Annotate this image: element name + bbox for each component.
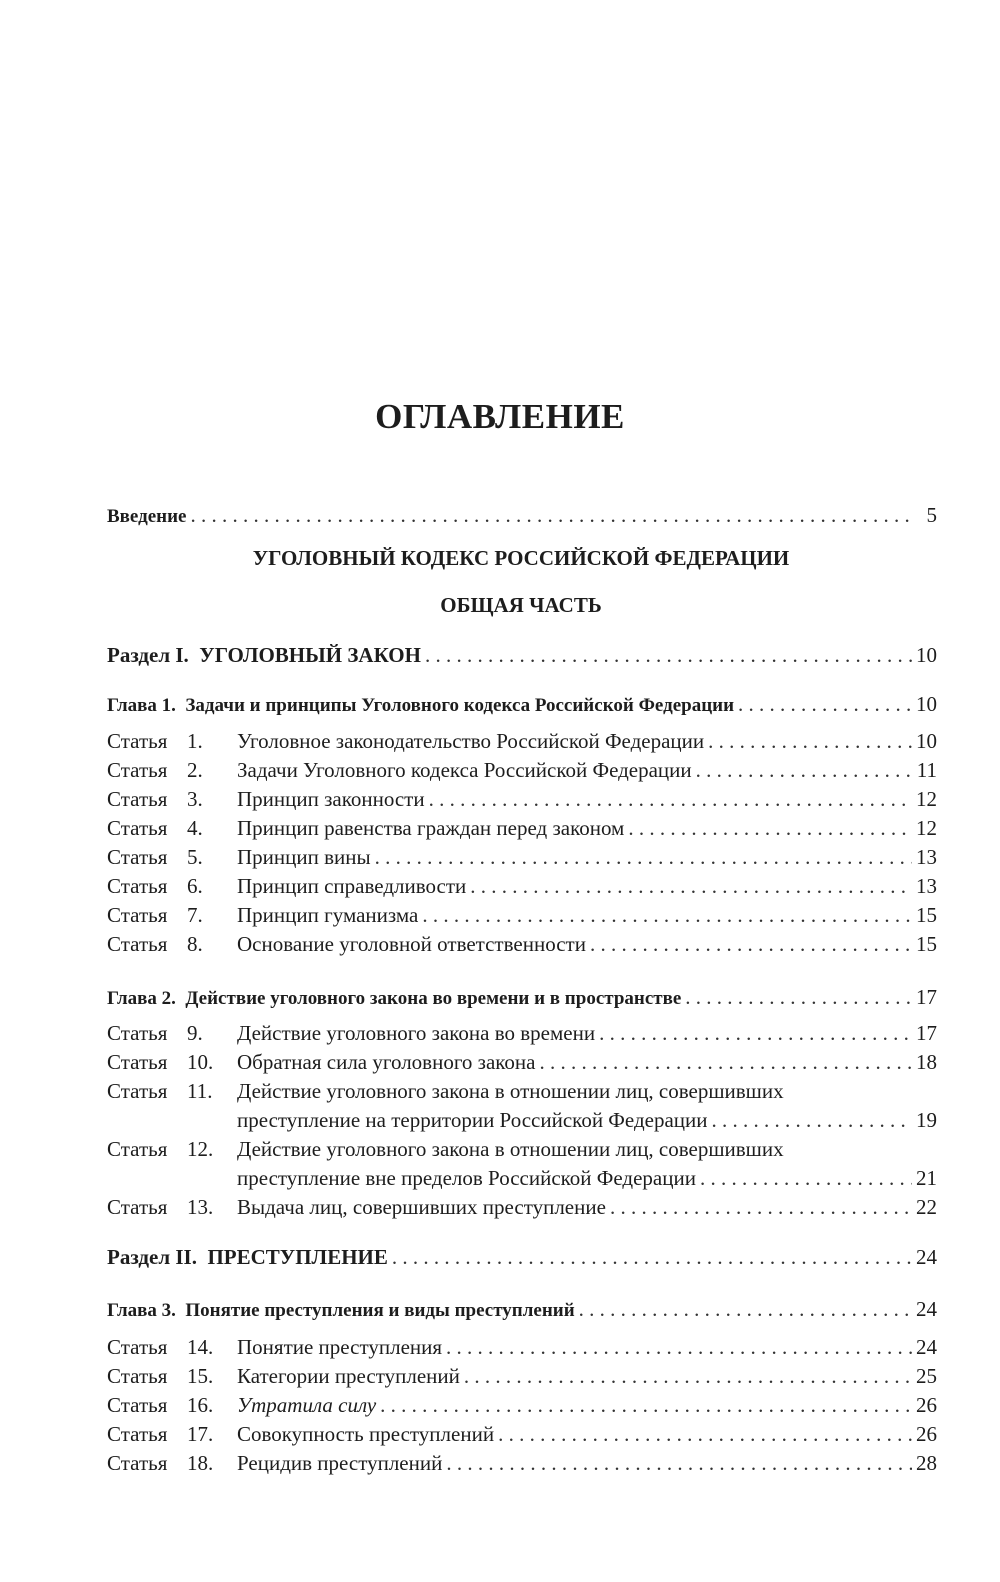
leader-dots xyxy=(446,1333,912,1362)
article-number: 13. xyxy=(187,1195,214,1219)
leader-dots xyxy=(599,1019,912,1048)
article-title: Принцип гуманизма xyxy=(237,903,419,927)
toc-page-number: 18 xyxy=(916,1050,937,1074)
article-word: Статья xyxy=(107,1364,168,1388)
article-number: 3. xyxy=(187,787,203,811)
toc-article-5[interactable] xyxy=(107,843,937,872)
toc-article-14[interactable] xyxy=(107,1333,937,1362)
article-number: 18. xyxy=(187,1451,214,1475)
toc-page-number: 24 xyxy=(916,1335,937,1359)
leader-dots xyxy=(429,785,912,814)
article-number: 17. xyxy=(187,1422,214,1446)
leader-dots xyxy=(708,727,912,756)
toc-page-number: 10 xyxy=(916,643,937,667)
articles-chapter-3 xyxy=(107,1333,937,1478)
leader-dots xyxy=(539,1048,912,1077)
toc-page-number: 5 xyxy=(926,503,937,527)
article-word: Статья xyxy=(107,1451,168,1475)
toc-article-8[interactable] xyxy=(107,930,937,959)
toc-page-number: 11 xyxy=(916,758,937,782)
toc-article-6[interactable] xyxy=(107,872,937,901)
article-word: Статья xyxy=(107,932,168,956)
toc-article-7[interactable] xyxy=(107,901,937,930)
toc-article-15[interactable] xyxy=(107,1362,937,1391)
article-word: Статья xyxy=(107,1079,168,1103)
code-title: УГОЛОВНЫЙ КОДЕКС РОССИЙСКОЙ ФЕДЕРАЦИИ xyxy=(252,546,790,570)
part-title: ОБЩАЯ ЧАСТЬ xyxy=(440,593,602,617)
toc-page-number: 22 xyxy=(916,1195,937,1219)
article-number: 14. xyxy=(187,1335,214,1359)
article-title: Действие уголовного закона во времени xyxy=(237,1021,596,1045)
article-title: Понятие преступления xyxy=(237,1335,443,1359)
article-title: Принцип вины xyxy=(237,845,371,869)
article-number: 2. xyxy=(187,758,203,782)
leader-dots xyxy=(422,901,912,930)
article-number: 9. xyxy=(187,1021,203,1045)
leader-dots xyxy=(738,690,912,719)
article-word: Статья xyxy=(107,787,168,811)
toc-article-9[interactable] xyxy=(107,1019,937,1048)
toc-page-number: 10 xyxy=(916,692,937,716)
toc-label: Глава 3. Понятие преступления и виды преступлений xyxy=(107,1300,575,1321)
toc-page-number: 24 xyxy=(916,1245,937,1269)
article-number: 8. xyxy=(187,932,203,956)
articles-chapter-1 xyxy=(107,727,937,959)
article-number: 16. xyxy=(187,1393,214,1417)
toc-page-number: 12 xyxy=(916,787,937,811)
toc-page-number: 13 xyxy=(916,845,937,869)
toc-article-3[interactable] xyxy=(107,785,937,814)
leader-dots xyxy=(375,843,912,872)
article-word: Статья xyxy=(107,874,168,898)
leader-dots xyxy=(464,1362,912,1391)
toc-page-number: 15 xyxy=(916,903,937,927)
article-word: Статья xyxy=(107,1050,168,1074)
toc-label: Раздел I. УГОЛОВНЫЙ ЗАКОН xyxy=(107,643,421,667)
toc-article-11-continued[interactable] xyxy=(107,1106,937,1135)
leader-dots xyxy=(590,930,912,959)
leader-dots xyxy=(191,501,914,530)
article-title: Рецидив преступлений xyxy=(237,1451,443,1475)
toc-article-2[interactable] xyxy=(107,756,937,785)
toc-article-16[interactable] xyxy=(107,1391,937,1420)
toc-article-13[interactable] xyxy=(107,1193,937,1222)
article-word: Статья xyxy=(107,758,168,782)
article-title: Категории преступлений xyxy=(237,1364,460,1388)
article-title-continued: преступление вне пределов Российской Федерации xyxy=(237,1166,696,1190)
article-number: 12. xyxy=(187,1137,214,1161)
toc-article-18[interactable] xyxy=(107,1449,937,1478)
toc-entry-section-1[interactable] xyxy=(107,641,937,670)
article-title: Действие уголовного закона в отношении лиц, совершивших xyxy=(237,1079,784,1103)
article-number: 6. xyxy=(187,874,203,898)
toc-page-number: 26 xyxy=(916,1393,937,1417)
article-word: Статья xyxy=(107,816,168,840)
article-title: Принцип законности xyxy=(237,787,425,811)
leader-dots xyxy=(392,1243,912,1272)
leader-dots xyxy=(380,1391,912,1420)
toc-page-number: 13 xyxy=(916,874,937,898)
leader-dots xyxy=(685,983,912,1012)
toc-article-1[interactable] xyxy=(107,727,937,756)
article-number: 11. xyxy=(187,1079,213,1103)
article-title: Уголовное законодательство Российской Федерации xyxy=(237,729,705,753)
article-title: Действие уголовного закона в отношении лиц, совершивших xyxy=(237,1137,784,1161)
toc-page-number: 10 xyxy=(916,729,937,753)
toc-entry-chapter-1[interactable] xyxy=(107,690,937,720)
toc-article-4[interactable] xyxy=(107,814,937,843)
leader-dots xyxy=(446,1449,912,1478)
toc-page-number: 24 xyxy=(916,1297,937,1321)
toc-entry-section-2[interactable] xyxy=(107,1243,937,1272)
article-title: Принцип равенства граждан перед законом xyxy=(237,816,625,840)
toc-page-number: 17 xyxy=(916,985,937,1009)
article-title: Принцип справедливости xyxy=(237,874,467,898)
leader-dots xyxy=(711,1106,912,1135)
toc-article-10[interactable] xyxy=(107,1048,937,1077)
article-number: 1. xyxy=(187,729,203,753)
article-word: Статья xyxy=(107,1021,168,1045)
toc-page-number: 12 xyxy=(916,816,937,840)
article-title: Совокупность преступлений xyxy=(237,1422,495,1446)
article-title: Выдача лиц, совершивших преступление xyxy=(237,1195,606,1219)
article-word: Статья xyxy=(107,1195,168,1219)
toc-article-12-continued[interactable] xyxy=(107,1164,937,1193)
toc-page-number: 15 xyxy=(916,932,937,956)
article-number: 10. xyxy=(187,1050,214,1074)
leader-dots xyxy=(700,1164,912,1193)
leader-dots xyxy=(470,872,912,901)
article-title: Основание уголовной ответственности xyxy=(237,932,586,956)
article-number: 4. xyxy=(187,816,203,840)
toc-entry-chapter-2[interactable] xyxy=(107,983,937,1013)
toc-entry-intro[interactable] xyxy=(107,501,937,531)
toc-page-number: 17 xyxy=(916,1021,937,1045)
page-title: ОГЛАВЛЕНИЕ xyxy=(375,397,625,436)
article-word: Статья xyxy=(107,1422,168,1446)
leader-dots xyxy=(610,1193,912,1222)
toc-article-12[interactable] xyxy=(107,1135,937,1164)
toc-page-number: 19 xyxy=(916,1108,937,1132)
leader-dots xyxy=(696,756,913,785)
article-number: 5. xyxy=(187,845,203,869)
toc-page-number: 25 xyxy=(916,1364,937,1388)
article-word: Статья xyxy=(107,845,168,869)
toc-article-17[interactable] xyxy=(107,1420,937,1449)
article-title: Обратная сила уголовного закона xyxy=(237,1050,536,1074)
leader-dots xyxy=(498,1420,912,1449)
toc-page-number: 26 xyxy=(916,1422,937,1446)
leader-dots xyxy=(628,814,912,843)
article-word: Статья xyxy=(107,1137,168,1161)
article-title-continued: преступление на территории Российской Федерации xyxy=(237,1108,708,1132)
article-word: Статья xyxy=(107,903,168,927)
article-title: Утратила силу xyxy=(237,1393,377,1417)
toc-article-11[interactable] xyxy=(107,1077,937,1106)
article-number: 15. xyxy=(187,1364,214,1388)
toc-label: Раздел II. ПРЕСТУПЛЕНИЕ xyxy=(107,1245,388,1269)
article-word: Статья xyxy=(107,1335,168,1359)
toc-label: Глава 1. Задачи и принципы Уголовного кодекса Российской Федерации xyxy=(107,695,735,716)
article-word: Статья xyxy=(107,1393,168,1417)
article-title: Задачи Уголовного кодекса Российской Федерации xyxy=(237,758,692,782)
leader-dots xyxy=(579,1295,912,1324)
toc-page-number: 28 xyxy=(916,1451,937,1475)
leader-dots xyxy=(425,641,912,670)
toc-label: Введение xyxy=(107,506,187,527)
toc-label: Глава 2. Действие уголовного закона во времени и в пространстве xyxy=(107,988,682,1009)
article-word: Статья xyxy=(107,729,168,753)
toc-page-number: 21 xyxy=(916,1166,937,1190)
articles-chapter-2 xyxy=(107,1019,937,1222)
article-number: 7. xyxy=(187,903,203,927)
toc-entry-chapter-3[interactable] xyxy=(107,1295,937,1325)
